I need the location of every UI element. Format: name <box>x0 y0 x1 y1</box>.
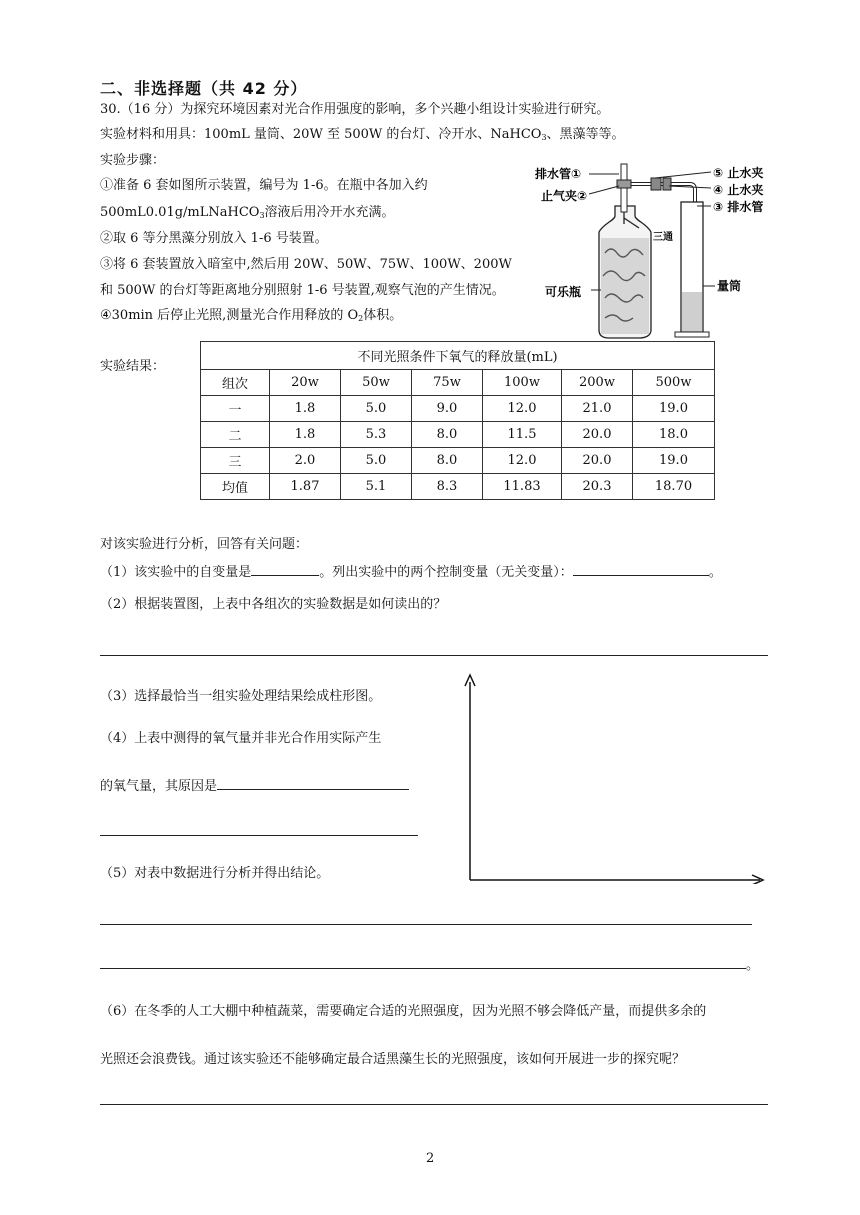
question-5: （5）对表中数据进行分析并得出结论。 <box>100 866 330 881</box>
table-cell: 5.3 <box>341 422 412 448</box>
question-2: （2）根据装置图，上表中各组次的实验数据是如何读出的？ <box>100 597 447 612</box>
bottle-liquid <box>601 238 649 334</box>
steps-title: 实验步骤： <box>100 153 166 168</box>
step-1-subscript: 3 <box>259 211 265 220</box>
table-cell: 1.8 <box>270 396 341 422</box>
table-cell: 19.0 <box>633 448 715 474</box>
table-cell: 8.0 <box>412 448 483 474</box>
answer-line[interactable] <box>100 924 752 925</box>
apparatus-diagram <box>535 158 780 340</box>
section-title: 二、非选择题（共 42 分） <box>100 79 308 98</box>
answer-blank[interactable] <box>217 777 409 790</box>
question-1-text-b: 。列出实验中的两个控制变量（无关变量）： <box>319 565 573 580</box>
label-drain-tube: 排水管① <box>535 167 582 181</box>
question-1-text-a: （1）该实验中的自变量是 <box>100 565 252 580</box>
label-gas-clamp: 止气夹② <box>541 189 588 203</box>
header-cell: 组次 <box>201 370 270 396</box>
table-cell: 均值 <box>201 474 270 500</box>
table-cell: 20.0 <box>562 422 633 448</box>
cylinder-base <box>675 332 709 337</box>
clamp-5-shape <box>651 178 661 190</box>
leader-line <box>589 186 619 194</box>
answer-line[interactable] <box>100 968 746 969</box>
table-caption-row <box>201 342 715 370</box>
step-1-line-b <box>100 204 395 224</box>
blank-chart-axes[interactable] <box>462 672 768 884</box>
table-cell: 20.3 <box>562 474 633 500</box>
label-cylinder: 量筒 <box>717 279 742 293</box>
step-4-subscript: 2 <box>358 314 364 323</box>
table-cell: 二 <box>201 422 270 448</box>
table-row <box>201 422 715 448</box>
table-cell: 11.83 <box>483 474 562 500</box>
label-bottle: 可乐瓶 <box>545 285 582 299</box>
results-table <box>200 341 715 500</box>
label-drain-pipe-3: ③ 排水管 <box>713 200 764 214</box>
materials-text: 实验材料和用具：100mL 量筒、20W 至 500W 的台灯、冷开水、NaHCO <box>100 127 542 142</box>
question-6-line-b: 光照还会浪费钱。通过该实验还不能够确定最合适黑藻生长的光照强度，该如何开展进一步的探究呢？ <box>100 1052 686 1067</box>
step-1-tail: 溶液后用冷开水充满。 <box>264 205 395 220</box>
step-4-text: ④30min 后停止光照,测量光合作用释放的 O <box>100 308 359 323</box>
materials-tail: 、黑藻等等。 <box>546 127 625 142</box>
label-water-clamp-4: ④ 止水夹 <box>713 183 764 197</box>
question-4-line-a: （4）上表中测得的氧气量并非光合作用实际产生 <box>100 731 382 746</box>
step-4-tail: 体积。 <box>363 308 403 323</box>
label-tee: 三通 <box>653 232 673 243</box>
answer-line[interactable] <box>100 655 768 656</box>
question-4-text: 的氧气量，其原因是 <box>100 779 218 794</box>
materials-line <box>100 126 625 146</box>
table-cell: 20.0 <box>562 448 633 474</box>
table-header-row <box>201 370 715 396</box>
header-cell: 200w <box>562 370 633 396</box>
table-cell: 8.3 <box>412 474 483 500</box>
step-1-line-a: ①准备 6 套如图所示装置，编号为 1-6。在瓶中各加入约 <box>100 178 428 193</box>
table-cell: 5.1 <box>341 474 412 500</box>
header-cell: 50w <box>341 370 412 396</box>
table-cell: 12.0 <box>483 396 562 422</box>
table-cell: 5.0 <box>341 396 412 422</box>
gas-clamp-shape <box>617 180 631 188</box>
leader-line <box>655 172 711 178</box>
answer-blank[interactable] <box>251 563 319 576</box>
cylinder-water <box>682 292 702 331</box>
table-cell: 18.0 <box>633 422 715 448</box>
question-4-line-b <box>100 777 409 795</box>
clamp-4-shape <box>663 178 671 190</box>
table-cell: 21.0 <box>562 396 633 422</box>
results-label: 实验结果： <box>100 359 166 374</box>
answer-blank[interactable] <box>573 563 709 576</box>
step-3-line-b: 和 500W 的台灯等距离地分别照射 1-6 号装置,观察气泡的产生情况。 <box>100 283 505 298</box>
table-cell: 12.0 <box>483 448 562 474</box>
header-cell: 500w <box>633 370 715 396</box>
header-cell: 100w <box>483 370 562 396</box>
answer-line[interactable] <box>100 1104 768 1105</box>
table-cell: 18.70 <box>633 474 715 500</box>
answer-line[interactable] <box>100 835 418 836</box>
table-cell: 1.87 <box>270 474 341 500</box>
step-4 <box>100 307 402 327</box>
question-1 <box>100 563 722 581</box>
question-3: （3）选择最恰当一组实验处理结果绘成柱形图。 <box>100 689 382 704</box>
table-cell: 19.0 <box>633 396 715 422</box>
table-cell: 5.0 <box>341 448 412 474</box>
table-cell: 1.8 <box>270 422 341 448</box>
table-caption: 不同光照条件下氧气的释放量(mL) <box>201 342 715 370</box>
page-number: 2 <box>426 1151 435 1166</box>
question-6-line-a: （6）在冬季的人工大棚中种植蔬菜，需要确定合适的光照强度，因为光照不够会降低产量，而提供多余的 <box>100 1004 707 1019</box>
question-5-end: 。 <box>746 958 760 973</box>
table-cell: 11.5 <box>483 422 562 448</box>
materials-subscript: 3 <box>541 133 547 142</box>
label-water-clamp-5: ⑤ 止水夹 <box>713 166 764 180</box>
table-cell: 2.0 <box>270 448 341 474</box>
table-cell: 一 <box>201 396 270 422</box>
table-row <box>201 474 715 500</box>
table-row <box>201 396 715 422</box>
table-row <box>201 448 715 474</box>
table-cell: 三 <box>201 448 270 474</box>
table-cell: 9.0 <box>412 396 483 422</box>
question-1-end: 。 <box>708 565 722 580</box>
question-30-intro: 30.（16 分）为探究环境因素对光合作用强度的影响，多个兴趣小组设计实验进行研究。 <box>100 102 610 117</box>
step-1-text: 500mL0.01g/mLNaHCO <box>100 205 260 220</box>
analysis-intro: 对该实验进行分析，回答有关问题： <box>100 537 309 552</box>
step-2: ②取 6 等分黑藻分别放入 1-6 号装置。 <box>100 231 328 246</box>
step-3-line-a: ③将 6 套装置放入暗室中,然后用 20W、50W、75W、100W、200W <box>100 257 512 272</box>
header-cell: 20w <box>270 370 341 396</box>
table-cell: 8.0 <box>412 422 483 448</box>
header-cell: 75w <box>412 370 483 396</box>
leader-line <box>669 186 711 188</box>
